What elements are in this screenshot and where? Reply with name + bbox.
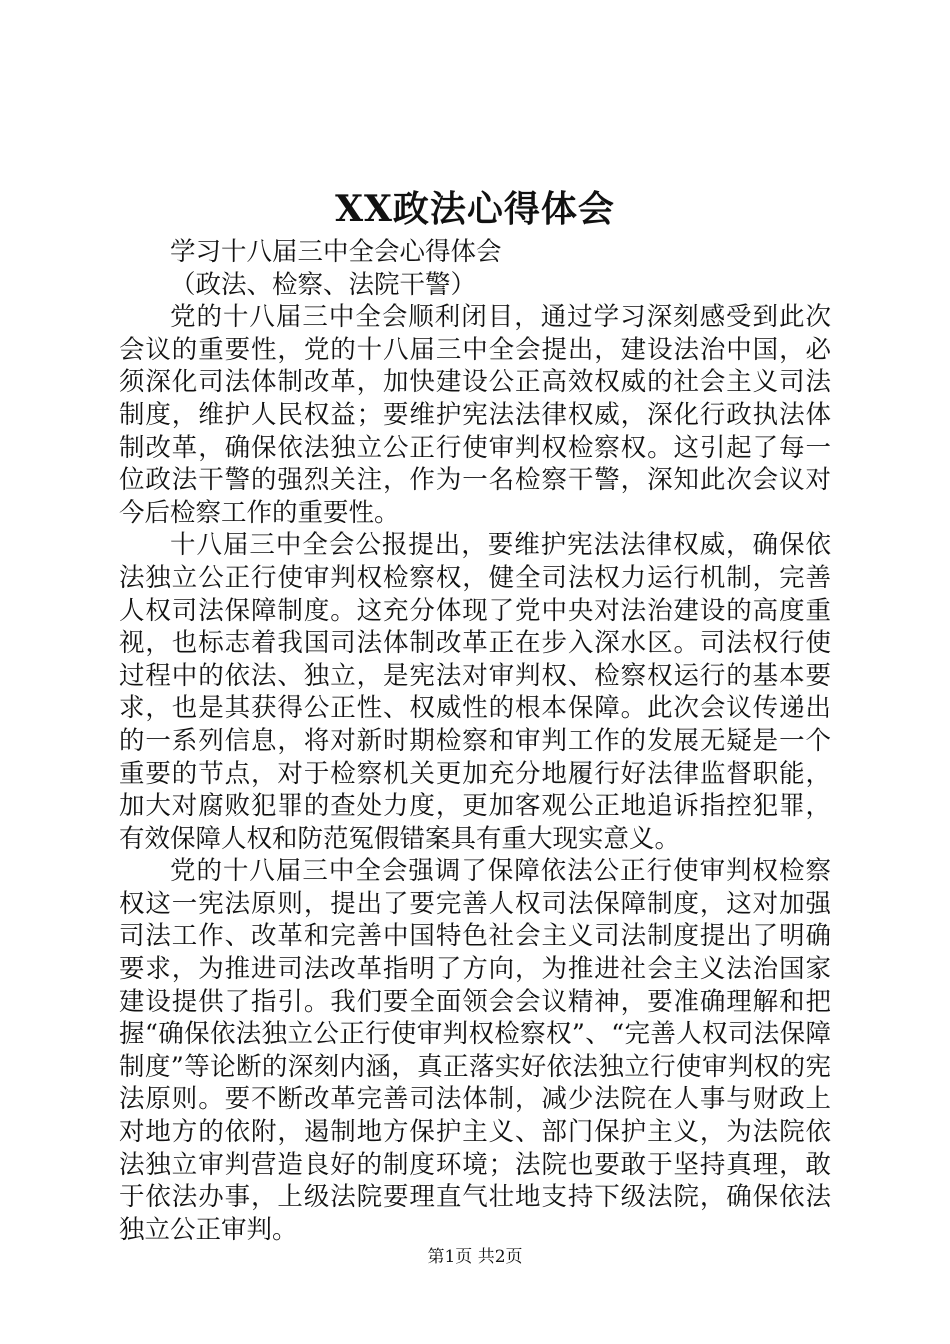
document-title: XX政法心得体会 <box>335 188 615 230</box>
document-body <box>119 236 831 1246</box>
paragraph-1: 党的十八届三中全会顺利闭目，通过学习深刻感受到此次会议的重要性，党的十八届三中全会提出，建设法治中国，必须深化司法体制改革，加快建设公正高效权威的社会主义司法制度，维护人民权益；要维护宪法法律权威，深化行政执法体制改革，确保依法独立公正行使审判权检察权。这引起了每一位政法干警的强烈关注，作为一名检察干警，深知此次会议对今后检察工作的重要性。 <box>119 302 831 528</box>
subtitle: 学习十八届三中全会心得体会 <box>170 237 502 267</box>
subtitle-note: （政法、检察、法院干警） <box>170 269 477 300</box>
paragraph-2: 十八届三中全会公报提出，要维护宪法法律权威，确保依法独立公正行使审判权检察权，健全司法权力运行机制，完善人权司法保障制度。这充分体现了党中央对法治建设的高度重视，也标志着我国司法体制改革正在步入深水区。司法权行使过程中的依法、独立，是宪法对审判权、检察权运行的基本要求，也是其获得公正性、权威性的根本保障。此次会议传递出的一系列信息，将对新时期检察和审判工作的发展无疑是一个重要的节点，对于检察机关更加充分地履行好法律监督职能，加大对腐败犯罪的查处力度，更加客观公正地追诉指控犯罪，有效保障人权和防范冤假错案具有重大现实意义。 <box>119 530 831 854</box>
paragraph-3: 党的十八届三中全会强调了保障依法公正行使审判权检察权这一宪法原则，提出了要完善人权司法保障制度，这对加强司法工作、改革和完善中国特色社会主义司法制度提出了明确要求，为推进司法改革指明了方向，为推进社会主义法治国家建设提供了指引。我们要全面领会会议精神，要准确理解和把握“确保依法独立公正行使审判权检察权”、“完善人权司法保障制度”等论断的深刻内涵，真正落实好依法独立行使审判权的宪法原则。要不断改革完善司法体制，减少法院在人事与财政上对地方的依附，遏制地方保护主义、部门保护主义，为法院依法独立审判营造良好的制度环境；法院也要敢于坚持真理，敢于依法办事，上级法院要理直气壮地支持下级法院，确保依法独立公正审判。 <box>119 856 831 1245</box>
page-footer: 第1页 共2页 <box>427 1247 523 1267</box>
